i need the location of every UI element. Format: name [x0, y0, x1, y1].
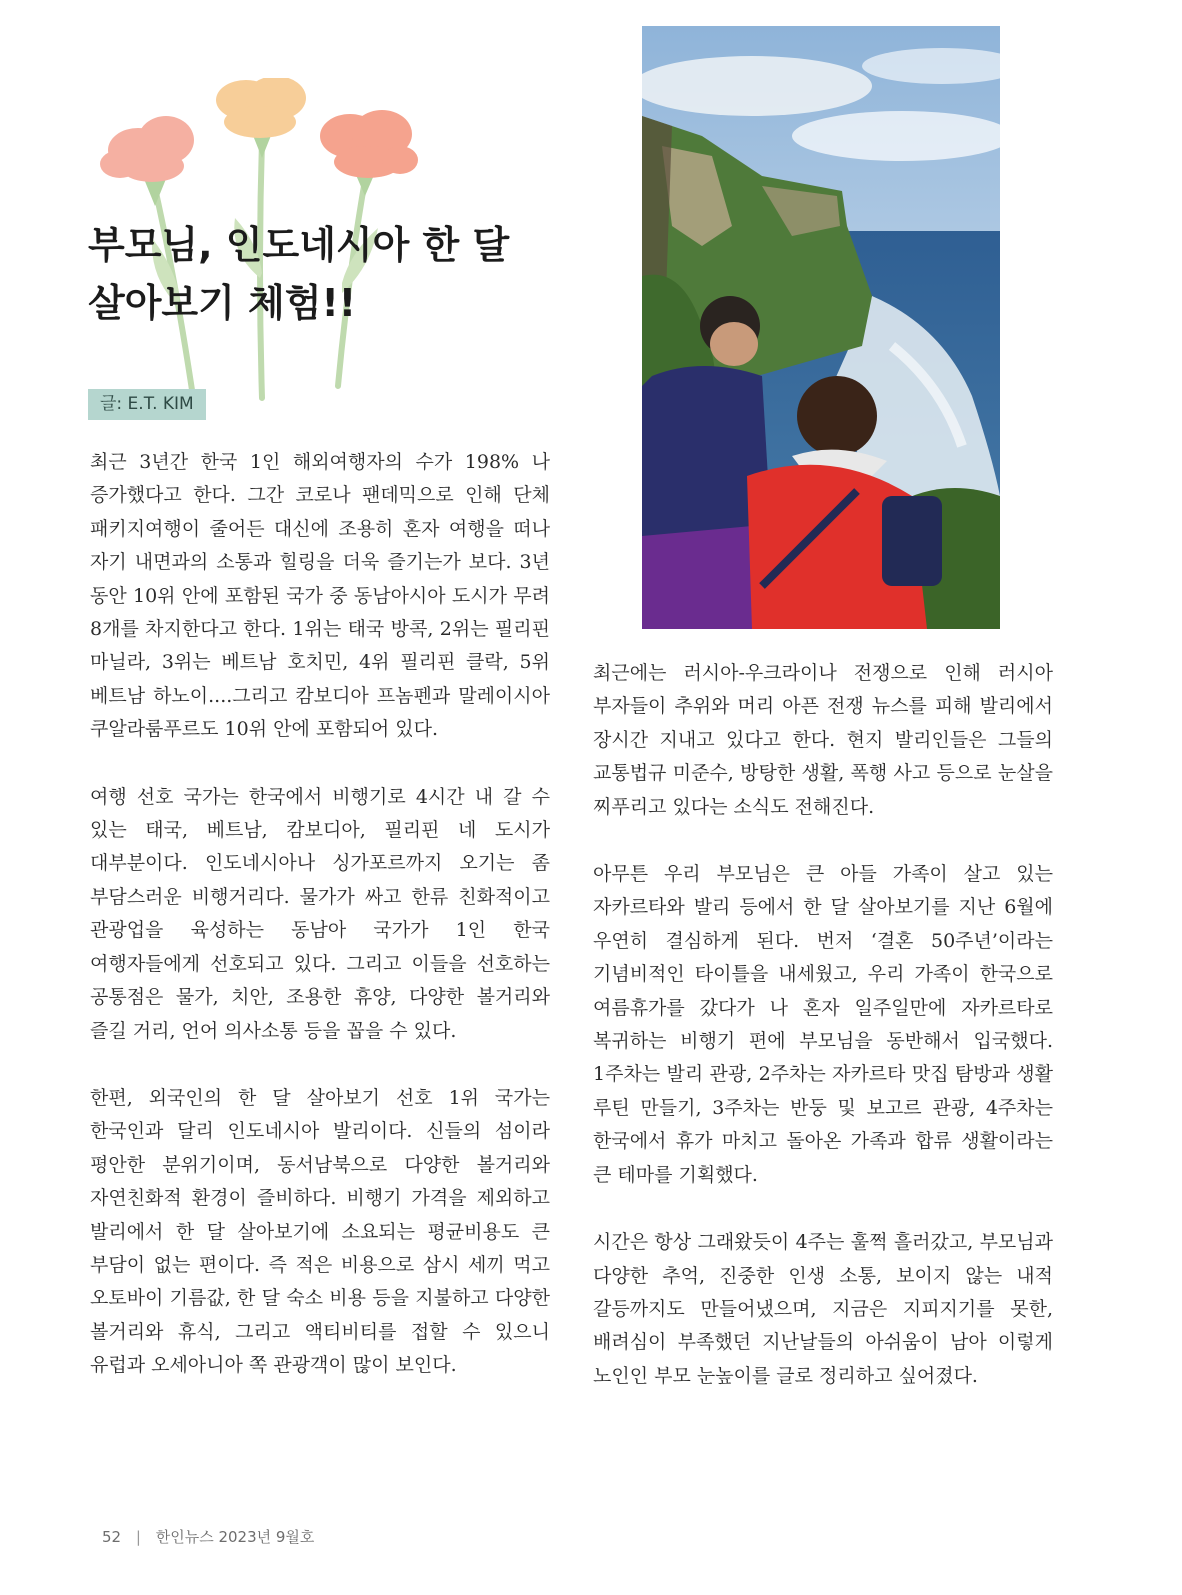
title-line-2: 살아보기 체험!! [88, 281, 357, 325]
title-line-1: 부모님, 인도네시아 한 달 [88, 223, 510, 267]
article-title [88, 216, 548, 332]
left-column [90, 446, 550, 1417]
page-number: 52 [102, 1528, 122, 1546]
publication-name: 한인뉴스 2023년 9월호 [155, 1528, 315, 1546]
paragraph: 한편, 외국인의 한 달 살아보기 선호 1위 국가는 한국인과 달리 인도네시아 발리이다. 신들의 섬이라 평안한 분위기이며, 동서남북으로 다양한 볼거리와 자연친화적 환경이 즐비하다. 비행기 가격을 제외하고 발리에서 한 달 살아보기에 소요되는 평균비용도 큰 부담이 없는 편이다. 즉 적은 비용으로 삼시 세끼 먹고 오토바이 기름값, 한 달 숙소 비용 등을 지불하고 다양한 볼거리와 휴식, 그리고 액티비티를 접할 수 있으니 유럽과 오세아니아 쪽 관광객이 많이 보인다. [90, 1086, 550, 1377]
cliff-ocean-photo [642, 26, 1000, 629]
right-column [593, 657, 1053, 1427]
paragraph: 여행 선호 국가는 한국에서 비행기로 4시간 내 갈 수 있는 태국, 베트남, 캄보디아, 필리핀 네 도시가 대부분이다. 인도네시아나 싱가포르까지 오기는 좀 부담스러운 비행거리다. 물가가 싸고 한류 친화적이고 관광업을 육성하는 동남아 국가가 1인 한국 여행자들에게 선호되고 있다. 그리고 이들을 선호하는 공통점은 물가, 치안, 조용한 휴양, 다양한 볼거리와 즐길 거리, 언어 의사소통 등을 꼽을 수 있다. [90, 785, 550, 1042]
paragraph: 최근 3년간 한국 1인 해외여행자의 수가 198% 나 증가했다고 한다. 그간 코로나 팬데믹으로 인해 단체 패키지여행이 줄어든 대신에 조용히 혼자 여행을 떠나 자기 내면과의 소통과 힐링을 더욱 즐기는가 보다. 3년 동안 10위 안에 포함된 국가 중 동남아시아 도시가 무려 8개를 차지한다고 한다. 1위는 태국 방콕, 2위는 필리핀 마닐라, 3위는 베트남 호치민, 4위 필리핀 클락, 5위 베트남 하노이....그리고 캄보디아 프놈펜과 말레이시아 쿠알라룸푸르도 10위 안에 포함되어 있다. [90, 451, 550, 741]
footer-separator: | [135, 1528, 141, 1546]
author-tag: 글: E.T. KIM [88, 389, 206, 420]
paragraph: 시간은 항상 그래왔듯이 4주는 훌쩍 흘러갔고, 부모님과 다양한 추억, 진중한 인생 소통, 보이지 않는 내적 갈등까지도 만들어냈으며, 지금은 지피지기를 못한, 배려심이 부족했던 지난날들의 아쉬움이 남아 이렇게 노인인 부모 눈높이를 글로 정리하고 싶어졌다. [593, 1231, 1053, 1387]
paragraph: 아무튼 우리 부모님은 큰 아들 가족이 살고 있는 자카르타와 발리 등에서 한 달 살아보기를 지난 6월에 우연히 결심하게 된다. 번저 ‘결혼 50주년’이라는 기념비적인 타이틀을 내세웠고, 우리 가족이 한국으로 여름휴가를 갔다가 나 혼자 일주일만에 자카르타로 복귀하는 비행기 편에 부모님을 동반해서 입국했다. 1주차는 발리 관광, 2주차는 자카르타 맛집 탐방과 생활 루틴 만들기, 3주차는 반둥 및 보고르 관광, 4주차는 한국에서 휴가 마치고 돌아온 가족과 합류 생활이라는 큰 테마를 기획했다. [593, 863, 1053, 1186]
paragraph: 최근에는 러시아-우크라이나 전쟁으로 인해 러시아 부자들이 추위와 머리 아픈 전쟁 뉴스를 피해 발리에서 장시간 지내고 있다고 한다. 현지 발리인들은 그들의 교통법규 미준수, 방탕한 생활, 폭행 사고 등으로 눈살을 찌푸리고 있다는 소식도 전해진다. [593, 662, 1053, 818]
page-footer [102, 1526, 314, 1547]
